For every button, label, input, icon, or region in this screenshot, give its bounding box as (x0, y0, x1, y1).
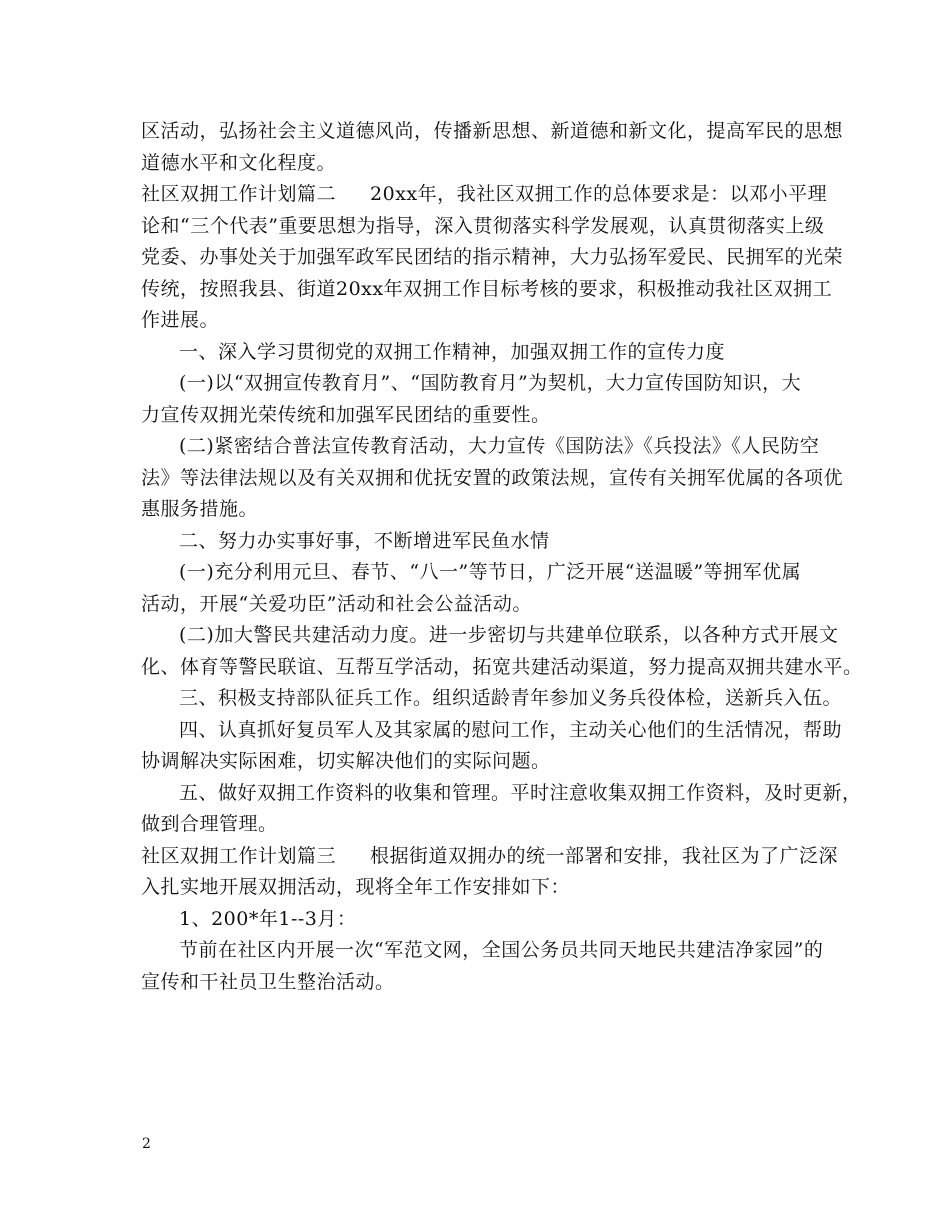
text-line: 化、体育等警民联谊、互帮互学活动，拓宽共建活动渠道，努力提高双拥共建水平。 (141, 655, 863, 678)
text-line: (二)紧密结合普法宣传教育活动，大力宣传《国防法》《兵投法》《人民防空 (179, 435, 820, 457)
text-line: 五、做好双拥工作资料的收集和管理。平时注意收集双拥工作资料，及时更新， (179, 781, 862, 804)
text-line: 入扎实地开展双拥活动，现将全年工作安排如下： (141, 876, 571, 898)
text-line: 一、深入学习贯彻党的双拥工作精神，加强双拥工作的宣传力度 (179, 340, 726, 363)
text-line: 二、努力办实事好事，不断增进军民鱼水情 (179, 529, 550, 552)
text-line: 四、认真抓好复员军人及其家属的慰问工作，主动关心他们的生活情况，帮助 (179, 718, 843, 741)
text-span: 根据街道双拥办的统一部署和安排，我社区为了广泛深 (370, 844, 839, 867)
text-line: 作进展。 (141, 309, 220, 331)
text-line: 道德水平和文化程度。 (141, 151, 337, 174)
document-page (141, 116, 863, 998)
text-line: 区活动，弘扬社会主义道德风尚，传播新思想、新道德和新文化，提高军民的思想 (141, 120, 844, 142)
page-number: 2 (142, 1136, 151, 1152)
section-heading-line (141, 841, 839, 873)
text-line: 节前在社区内开展一次“军范文网，全国公务员共同天地民共建洁净家园”的 (179, 939, 824, 961)
text-line: 活动，开展“关爱功臣”活动和社会公益活动。 (141, 592, 532, 615)
section-label: 社区双拥工作计划篇三 (141, 844, 337, 867)
text-line: (一)充分利用元旦、春节、“八一”等节日，广泛开展“送温暖”等拥军优属 (179, 561, 802, 583)
text-line: 党委、办事处关于加强军政军民团结的指示精神，大力弘扬军爱民、民拥军的光荣 (141, 246, 844, 268)
text-line: 法》等法律法规以及有关双拥和优抚安置的政策法规，宣传有关拥军优属的各项优 (141, 466, 844, 489)
text-line: 宣传和干社员卫生整治活动。 (141, 970, 395, 993)
text-line: (一)以“双拥宣传教育月”、“国防教育月”为契机，大力宣传国防知识，大 (179, 372, 802, 394)
text-line: 惠服务措施。 (141, 498, 259, 520)
text-line: 1、200*年1--3月： (179, 907, 357, 930)
text-span: 20xx年，我社区双拥工作的总体要求是：以邓小平理 (370, 183, 828, 205)
section-label: 社区双拥工作计划篇二 (141, 183, 337, 205)
text-line: 协调解决实际困难，切实解决他们的实际问题。 (141, 750, 551, 772)
section-heading-line (141, 179, 828, 211)
text-line: 论和“三个代表”重要思想为指导，深入贯彻落实科学发展观，认真贯彻落实上级 (141, 214, 825, 237)
text-line: (二)加大警民共建活动力度。进一步密切与共建单位联系，以各种方式开展文 (179, 624, 839, 646)
text-line: 做到合理管理。 (141, 813, 278, 835)
text-line: 传统，按照我县、街道20xx年双拥工作目标考核的要求，积极推动我社区双拥工 (141, 277, 833, 300)
text-line: 三、积极支持部队征兵工作。组织适龄青年参加义务兵役体检，送新兵入伍。 (179, 687, 843, 709)
text-line: 力宣传双拥光荣传统和加强军民团结的重要性。 (141, 403, 551, 426)
